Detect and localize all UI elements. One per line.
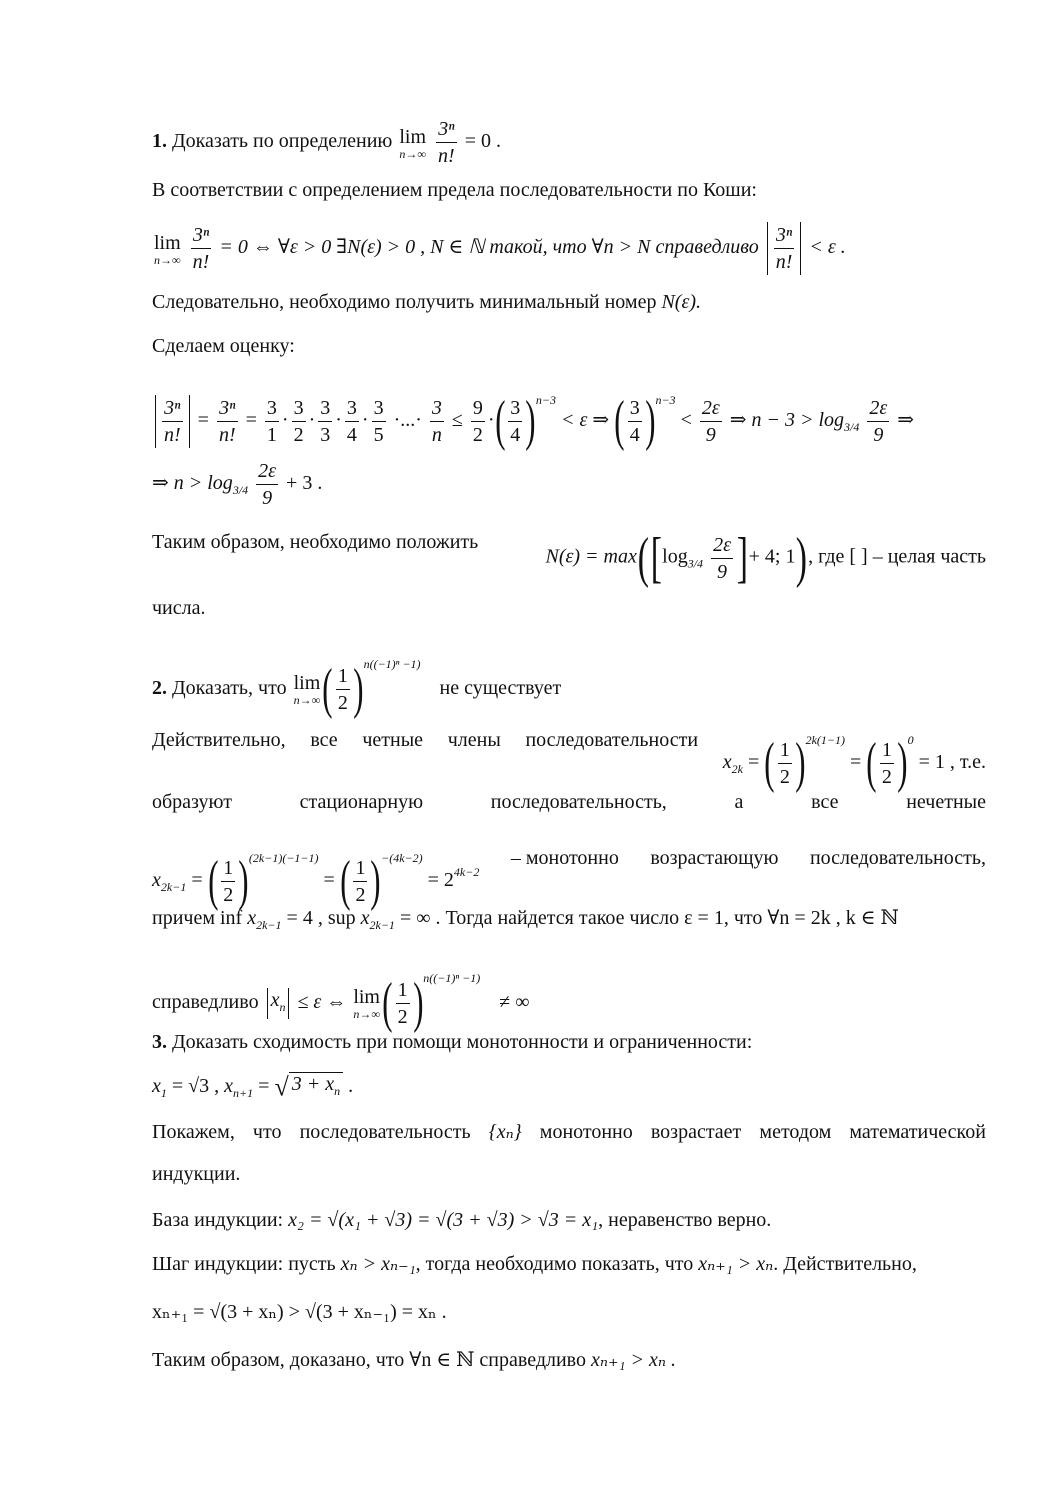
problem1-definition: lim n→∞ $\frac{\text{3ⁿ}}{n!}$ = 0 ⇔ ∀ε > 0 ∃N(ε) > 0 , N ∈ ℕ такой, что ∀n > N справедливо $\frac{\text{3ⁿ}}{n!}$ < ε .	[154, 224, 846, 273]
problem1-thus: Таким образом, необходимо положить $N(\varepsilon) = \max([\log_{3/4}$ $\frac{2\varepsilon}{9}$ ]+ 4; 1), где [ ] – целая часть	[152, 527, 986, 589]
problem3-chain: xₙ₊₁ = √(3 + xₙ) > √(3 + xₙ₋₁) = xₙ .	[152, 1301, 447, 1323]
problem2-odd: $x_{2k-1}$ = ( $\frac{1}{2}$ )$^{(2k-1)(-1-1)}$ = ( $\frac{1}{2}$ )$^{-(4k-2)} = 2^{4k-2}$ – монотонно возрастающую последовательность,	[152, 847, 986, 913]
problem1-result: ⇒ $n > \log_{3/4}$ $\frac{2\varepsilon}{9}$ + 3 .	[152, 460, 323, 509]
problem3-conclusion: Таким образом, доказано, что ∀n ∈ ℕ справедливо xₙ₊₁ > xₙ .	[152, 1349, 676, 1371]
problem2-indeed: Действительно, все четные члены последовательности $x_{2k}$ = ( $\frac{1}{2}$ )$^{2k(1-1)}$ = ( $\frac{1}{2}$ )$^0$ = 1 , т.е.	[152, 729, 986, 795]
problem3-show: Покажем, что последовательность {xₙ} монотонно возрастает методом математической	[152, 1121, 986, 1143]
problem1-consequently: Следовательно, необходимо получить минимальный номер N(ε).	[152, 291, 701, 313]
problem2-valid: справедливо $x_n \le \varepsilon$ ⇔ lim n→∞ ( $\frac{1}{2}$ )$^{n((-1)^n -1)}$ ≠ ∞	[152, 971, 530, 1035]
problem3-induction-word: индукции.	[152, 1163, 241, 1185]
problem2-statement: 2. Доказать, что lim n→∞ ( $\frac{1}{2}$ )$^{n((-1)^n -1)}$ не существует	[152, 657, 562, 721]
problem1-number-word: числа.	[152, 597, 206, 619]
problem3-base: База индукции: x₂ = √(x₁ + √3) = √(3 + √3) > √3 = x₁, неравенство верно.	[152, 1209, 772, 1231]
absolute-value: $\frac{\text{3ⁿ}}{n!}$	[767, 222, 802, 275]
product-fraction: $\frac{3}{4}$	[346, 396, 357, 446]
problem3-recurrence: $x_1 = √3$ , $x_{n+1}$ = √ $3 + x_n$ .	[152, 1072, 354, 1102]
product-fraction: $\frac{3}{1}$	[266, 396, 277, 446]
fraction: $\frac{\text{3ⁿ}}{n!}$	[438, 118, 455, 167]
limit-operator: lim n→∞	[399, 125, 427, 161]
product-fraction: $\frac{3}{5}$	[373, 396, 384, 446]
product-fraction: $\frac{3}{2}$	[293, 396, 304, 446]
problem2-moreover: причем inf $x_{2k-1} = 4$ , sup $x_{2k-1}$ = ∞ . Тогда найдется такое число ε = 1, что ∀n = 2k , k ∈ ℕ	[152, 907, 899, 932]
problem1-estimate-intro: Сделаем оценку:	[152, 335, 295, 357]
product-fraction: $\frac{3}{3}$	[320, 396, 331, 446]
problem1-number: 1.	[152, 130, 167, 153]
problem1-intro: В соответствии с определением предела последовательности по Коши:	[152, 179, 757, 201]
problem1-estimate: $\frac{\text{3ⁿ}}{n!}$ = $\frac{\text{3ⁿ}}{n!}$ = $\frac{3}{1}$ · $\frac{3}{2}$ · $\frac{3}{3}$ · $\frac{3}{4}$ · $\frac{3}{5}$ ·...· $\frac{3}{n}$ ≤ $\frac{9}{2}$ ·( $\frac{3}{4}$ )$^{n-3}$ < ε ⇒ ( $\frac{3}{4}$ )$^{n-3}$ < $\frac{2\varepsilon}{9}$ ⇒ $n - 3 > \log_{3/4}$ $\frac{2\varepsilon}{9}$ ⇒	[152, 388, 914, 449]
problem2-form: образуют стационарную последовательность, а все нечетные	[152, 791, 986, 813]
problem3-step: Шаг индукции: пусть xₙ > xₙ₋₁, тогда необходимо показать, что xₙ₊₁ > xₙ. Действительно,	[152, 1253, 917, 1275]
problem1-statement: 1. Доказать по определению lim n→∞ $\frac{\text{3ⁿ}}{n!}$ = 0 .	[152, 118, 501, 167]
problem3-statement: 3. Доказать сходимость при помощи монотонности и ограниченности:	[152, 1031, 753, 1053]
